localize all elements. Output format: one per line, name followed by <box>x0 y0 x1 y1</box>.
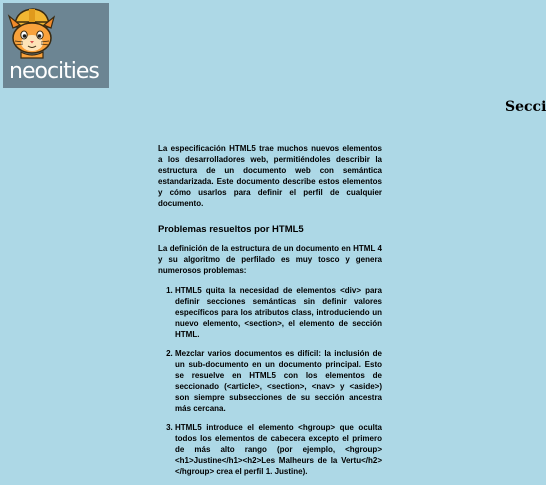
neocities-cat-icon <box>7 6 55 58</box>
problems-intro-paragraph: La definición de la estructura de un documento en HTML 4 y su algoritmo de perfilado es muy tosco y genera numerosos problemas: <box>158 244 382 275</box>
intro-paragraph: La especificación HTML5 trae muchos nuevos elementos a los desarrolladores web, permitiéndoles describir la estructura de un documento web con semántica estandarizada. Este documento describe estos elementos y cómo usarlos para definir el perfil de cualquier documento. <box>158 144 382 208</box>
problem-list <box>158 285 382 477</box>
neocities-logo[interactable] <box>3 3 109 88</box>
page-title: Secci <box>505 99 546 115</box>
problem-item: 2. Mezclar varios documentos es difícil: la inclusión de un sub-documento en un documento principal. Esto se resuelve en HTML5 con los elementos de seccionado (<article>, <section>, <nav> y <aside>) son siempre subsecciones de su sección ancestra más cercana. <box>175 348 382 414</box>
problem-item: 1. HTML5 quita la necesidad de elementos <div> para definir secciones semánticas sin definir valores específicos para los atributos class, introduciendo un nuevo elemento, <section>, el elemento de sección HTML. <box>175 285 382 340</box>
article-content <box>158 143 382 485</box>
section-heading: Problemas resueltos por HTML5 <box>158 224 304 235</box>
problem-item: 3. HTML5 introduce el elemento <hgroup> que oculta todos los elementos de cabecera excepto el primero de más alto rango (por ejemplo, <hgroup><h1>Justine</h1><h2>Les Malheurs de la Vertu</h2></hgroup> crea el perfil 1. Justine). <box>175 422 382 477</box>
neocities-wordmark: neocities <box>9 59 99 84</box>
